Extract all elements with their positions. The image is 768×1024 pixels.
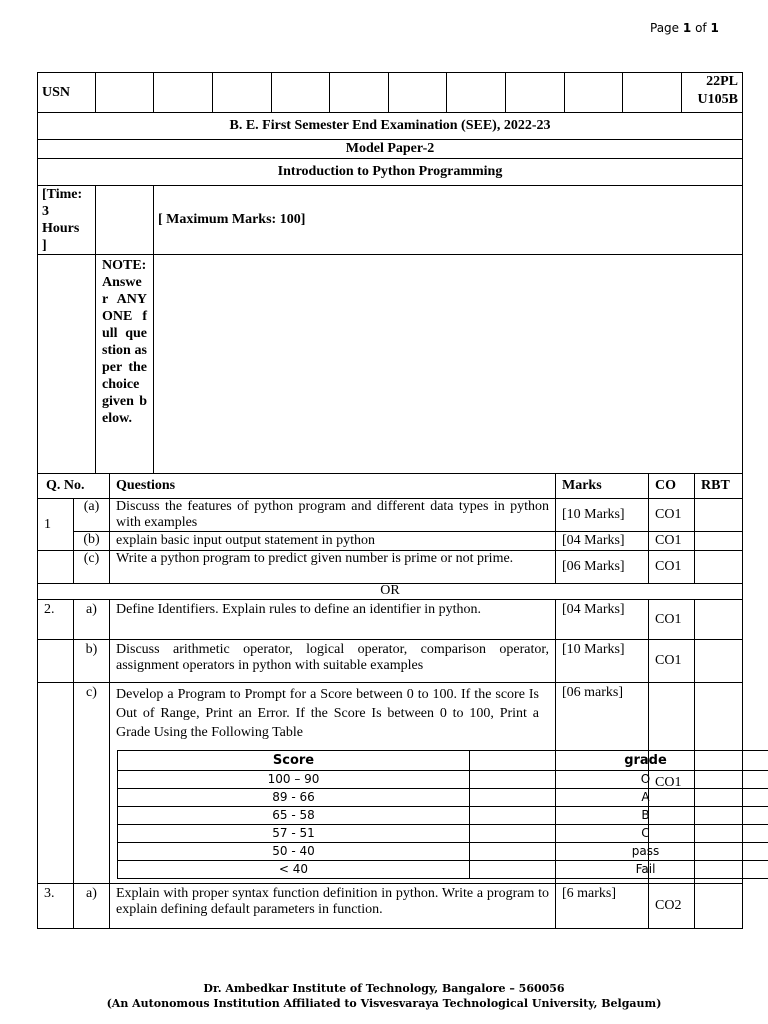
rbt [695, 532, 743, 551]
score-range: 65 - 58 [118, 807, 470, 825]
table-row [38, 532, 743, 551]
question-text: Write a python program to predict given number is prime or not prime. [110, 551, 556, 584]
marks: [06 Marks] [556, 551, 649, 584]
or-divider: OR [38, 584, 743, 600]
co: CO1 [649, 551, 695, 584]
rbt [695, 640, 743, 683]
usn-box[interactable] [389, 73, 447, 113]
page-number-current: 1 [682, 21, 692, 35]
question-number: 3. [38, 884, 74, 929]
sub-label: (b) [74, 532, 110, 551]
question-number: 2. [38, 600, 74, 640]
column-header-qno: Q. No. [38, 474, 110, 499]
co: CO1 [649, 640, 695, 683]
blank-cell [38, 551, 74, 584]
column-header-questions: Questions [110, 474, 556, 499]
co: CO1 [649, 600, 695, 640]
sub-label: c) [74, 683, 110, 884]
grade-value: C [470, 825, 768, 843]
sub-label: (a) [74, 499, 110, 532]
time-cell [38, 186, 96, 255]
score-range: < 40 [118, 861, 470, 879]
page-number-total: 1 [710, 21, 719, 35]
rbt [695, 499, 743, 532]
time-line4: ] [42, 238, 47, 253]
co: CO1 [649, 499, 695, 532]
question-text: Discuss arithmetic operator, logical operator, comparison operator, assignment operators in python with suitable examples [110, 640, 556, 683]
sub-label: b) [74, 640, 110, 683]
grade-header-score: Score [118, 751, 470, 771]
page-number [650, 21, 719, 35]
header-table [37, 72, 743, 474]
grade-value: pass [470, 843, 768, 861]
usn-box[interactable] [330, 73, 389, 113]
page-number-separator: of [695, 21, 707, 35]
table-row [38, 600, 743, 640]
co: CO1 [649, 532, 695, 551]
column-header-co: CO [649, 474, 695, 499]
score-range: 57 - 51 [118, 825, 470, 843]
note: NOTE: Answer ANY ONE full question as per the choice given below. [96, 255, 154, 474]
score-range: 50 - 40 [118, 843, 470, 861]
course-code-line2: U105B [697, 92, 738, 107]
score-range: 100 – 90 [118, 771, 470, 789]
co: CO1 [649, 683, 695, 884]
usn-box[interactable] [154, 73, 213, 113]
question-text: Explain with proper syntax function definition in python. Write a program to explain defining default parameters in function. [110, 884, 556, 929]
usn-box[interactable] [96, 73, 154, 113]
rbt [695, 884, 743, 929]
marks: [04 Marks] [556, 532, 649, 551]
questions-table [37, 473, 743, 929]
course-code [682, 73, 743, 113]
rbt [695, 683, 743, 884]
marks: [04 Marks] [556, 600, 649, 640]
paper-title: Model Paper-2 [38, 140, 743, 159]
column-header-rbt: RBT [695, 474, 743, 499]
time-line1: [Time: [42, 187, 83, 202]
blank-cell [38, 683, 74, 884]
usn-box[interactable] [506, 73, 565, 113]
sub-label: a) [74, 884, 110, 929]
question-text: Develop a Program to Prompt for a Score between 0 to 100. If the score Is Out of Range, Print an Error. If the Score Is between 0 to 100, Print a Grade Using the Following Table [116, 687, 539, 740]
course-code-line1: 22PL [706, 74, 738, 89]
score-range: 89 - 66 [118, 789, 470, 807]
grade-value: O [470, 771, 768, 789]
question-number: 1 [38, 499, 74, 551]
exam-header [37, 72, 742, 474]
sub-label: (c) [74, 551, 110, 584]
questions-section [37, 473, 742, 929]
usn-box[interactable] [213, 73, 272, 113]
grade-value: B [470, 807, 768, 825]
marks: [10 Marks] [556, 640, 649, 683]
grade-header-grade: grade [470, 751, 768, 771]
rbt [695, 551, 743, 584]
usn-box[interactable] [623, 73, 682, 113]
usn-box[interactable] [447, 73, 506, 113]
co: CO2 [649, 884, 695, 929]
grade-value: A [470, 789, 768, 807]
table-row [38, 551, 743, 584]
usn-box[interactable] [565, 73, 623, 113]
subject-title: Introduction to Python Programming [38, 159, 743, 186]
footer-institution: Dr. Ambedkar Institute of Technology, Bangalore – 560056 [203, 982, 565, 995]
marks: [06 marks] [556, 683, 649, 884]
blank-cell [154, 255, 743, 474]
marks: [10 Marks] [556, 499, 649, 532]
usn-label: USN [38, 73, 96, 113]
grade-value: Fail [470, 861, 768, 879]
exam-title: B. E. First Semester End Examination (SEE), 2022-23 [38, 113, 743, 140]
blank-cell [38, 640, 74, 683]
column-header-marks: Marks [556, 474, 649, 499]
table-row [38, 640, 743, 683]
usn-box[interactable] [272, 73, 330, 113]
footer-affiliation: (An Autonomous Institution Affiliated to Visvesvaraya Technological University, Belgaum) [106, 997, 662, 1010]
table-row [38, 499, 743, 532]
question-text: Discuss the features of python program and different data types in python with examples [110, 499, 556, 532]
page-number-prefix: Page [650, 21, 680, 35]
question-text: Define Identifiers. Explain rules to define an identifier in python. [110, 600, 556, 640]
table-row [38, 683, 743, 884]
page-footer [0, 981, 768, 1011]
table-row [38, 884, 743, 929]
question-text: explain basic input output statement in python [110, 532, 556, 551]
blank-cell [38, 255, 96, 474]
time-line2: 3 [42, 204, 49, 219]
sub-label: a) [74, 600, 110, 640]
blank-cell [96, 186, 154, 255]
max-marks: [ Maximum Marks: 100] [154, 186, 743, 255]
time-line3: Hours [42, 221, 80, 236]
marks: [6 marks] [556, 884, 649, 929]
rbt [695, 600, 743, 640]
